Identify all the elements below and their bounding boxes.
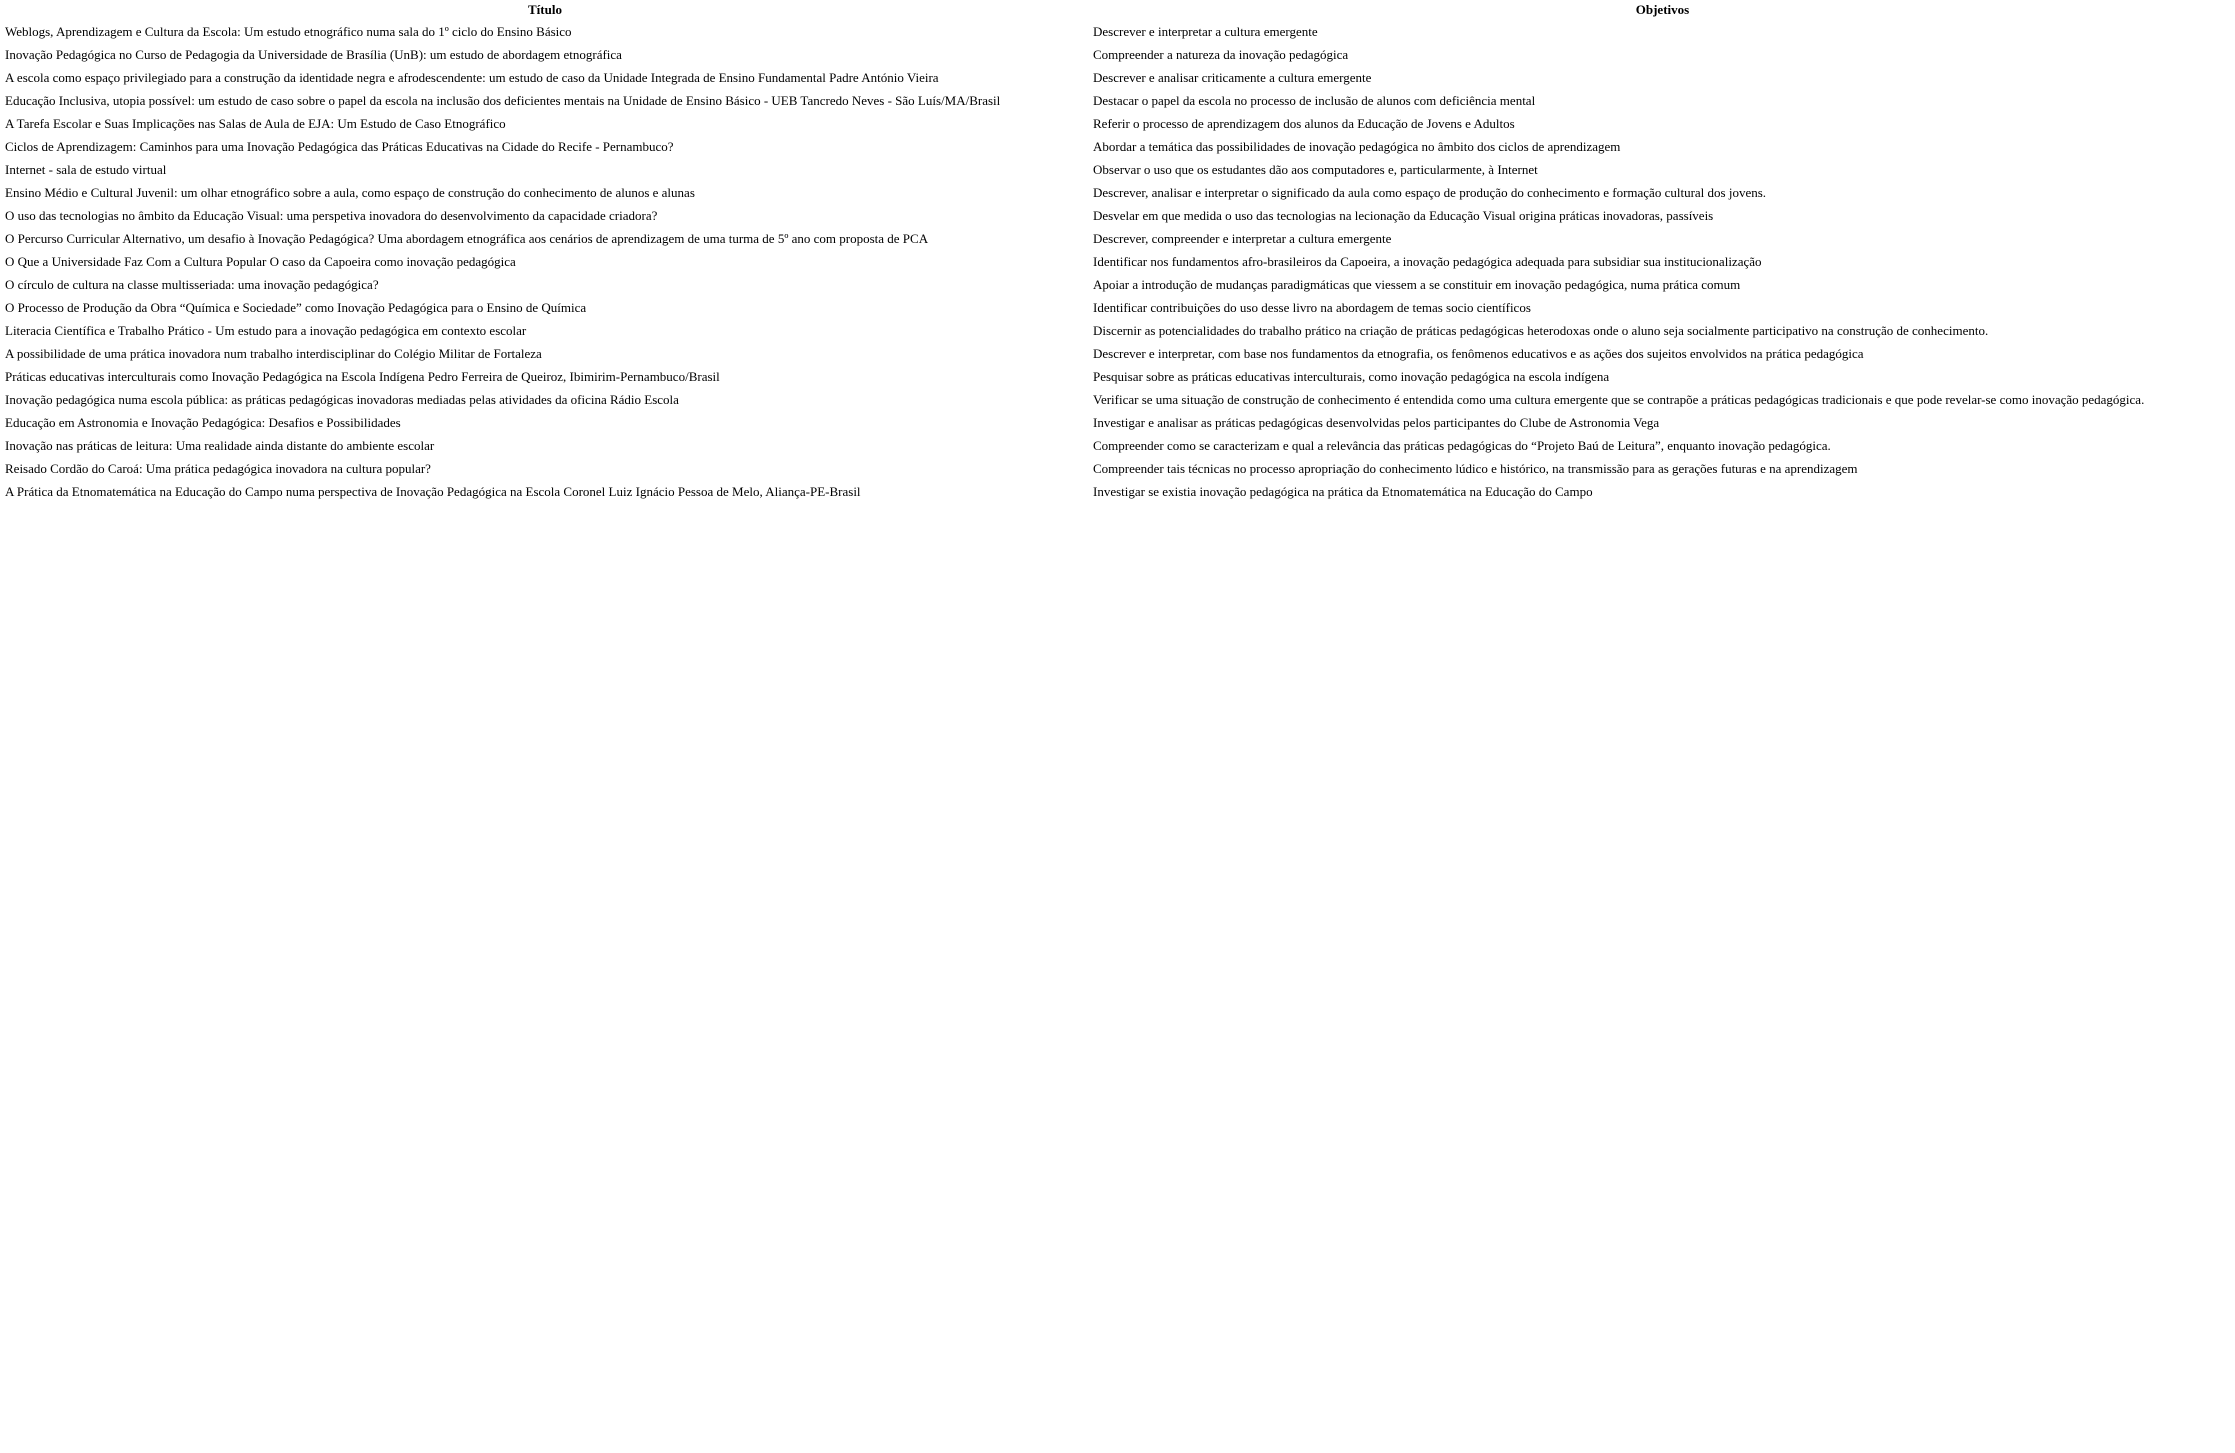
cell-objetivos: Descrever e interpretar a cultura emergente xyxy=(1093,23,1318,39)
cell-titulo: Inovação Pedagógica no Curso de Pedagogia da Universidade de Brasília (UnB): um estudo de abordagem etnográfica xyxy=(5,46,622,62)
table-row xyxy=(0,365,2235,388)
cell-titulo: O uso das tecnologias no âmbito da Educação Visual: uma perspetiva inovadora do desenvolvimento da capacidade criadora? xyxy=(5,207,658,223)
cell-titulo: Literacia Científica e Trabalho Prático - Um estudo para a inovação pedagógica em contexto escolar xyxy=(5,322,527,338)
cell-objetivos: Compreender a natureza da inovação pedagógica xyxy=(1093,46,1349,62)
table-row xyxy=(0,319,2235,342)
table-row xyxy=(0,158,2235,181)
table-row xyxy=(0,457,2235,480)
cell-objetivos: Investigar se existia inovação pedagógica na prática da Etnomatemática na Educação do Campo xyxy=(1093,483,1593,499)
table-row xyxy=(0,43,2235,66)
table-row xyxy=(0,434,2235,457)
column-header-titulo: Título xyxy=(528,2,562,17)
cell-objetivos: Descrever e analisar criticamente a cultura emergente xyxy=(1093,69,1372,85)
table-row xyxy=(0,181,2235,204)
table-body xyxy=(0,20,2235,503)
cell-titulo: A escola como espaço privilegiado para a construção da identidade negra e afrodescendente: um estudo de caso da Unidade Integrada de Ensino Fundamental Padre António Vieira xyxy=(5,69,939,85)
cell-titulo: O Percurso Curricular Alternativo, um desafio à Inovação Pedagógica? Uma abordagem etnográfica aos cenários de aprendizagem de uma turma de 5º ano com proposta de PCA xyxy=(5,230,929,246)
cell-titulo: O Que a Universidade Faz Com a Cultura Popular O caso da Capoeira como inovação pedagógica xyxy=(5,253,516,269)
cell-titulo: Reisado Cordão do Caroá: Uma prática pedagógica inovadora na cultura popular? xyxy=(5,460,431,476)
cell-titulo: Ciclos de Aprendizagem: Caminhos para uma Inovação Pedagógica das Práticas Educativas na Cidade do Recife - Pernambuco? xyxy=(5,138,674,154)
cell-objetivos: Referir o processo de aprendizagem dos alunos da Educação de Jovens e Adultos xyxy=(1093,115,1515,131)
cell-objetivos: Identificar nos fundamentos afro-brasileiros da Capoeira, a inovação pedagógica adequada para subsidiar sua institucionalização xyxy=(1093,253,1762,269)
cell-objetivos: Identificar contribuições do uso desse livro na abordagem de temas socio científicos xyxy=(1093,299,1531,315)
cell-objetivos: Discernir as potencialidades do trabalho prático na criação de práticas pedagógicas heterodoxas onde o aluno seja socialmente participativo na construção de conhecimento. xyxy=(1093,322,1989,338)
cell-titulo: A Prática da Etnomatemática na Educação do Campo numa perspectiva de Inovação Pedagógica na Escola Coronel Luiz Ignácio Pessoa de Melo, Aliança-PE-Brasil xyxy=(5,483,861,499)
cell-objetivos: Desvelar em que medida o uso das tecnologias na lecionação da Educação Visual origina práticas inovadoras, passíveis xyxy=(1093,207,1714,223)
cell-objetivos: Compreender como se caracterizam e qual a relevância das práticas pedagógicas do “Projeto Baú de Leitura”, enquanto inovação pedagógica. xyxy=(1093,437,1831,453)
cell-titulo: Práticas educativas interculturais como Inovação Pedagógica na Escola Indígena Pedro Ferreira de Queiroz, Ibimirim-Pernambuco/Brasil xyxy=(5,368,720,384)
table-header xyxy=(0,0,2235,20)
cell-objetivos: Abordar a temática das possibilidades de inovação pedagógica no âmbito dos ciclos de aprendizagem xyxy=(1093,138,1621,154)
table-row xyxy=(0,112,2235,135)
table-row xyxy=(0,250,2235,273)
cell-titulo: A Tarefa Escolar e Suas Implicações nas Salas de Aula de EJA: Um Estudo de Caso Etnográfico xyxy=(5,115,506,131)
header-row xyxy=(0,0,2235,20)
cell-titulo: Ensino Médio e Cultural Juvenil: um olhar etnográfico sobre a aula, como espaço de construção do conhecimento de alunos e alunas xyxy=(5,184,695,200)
cell-titulo: Educação em Astronomia e Inovação Pedagógica: Desafios e Possibilidades xyxy=(5,414,401,430)
cell-objetivos: Apoiar a introdução de mudanças paradigmáticas que viessem a se constituir em inovação pedagógica, numa prática comum xyxy=(1093,276,1741,292)
cell-titulo: O Processo de Produção da Obra “Química e Sociedade” como Inovação Pedagógica para o Ensino de Química xyxy=(5,299,587,315)
table-row xyxy=(0,66,2235,89)
cell-objetivos: Descrever, compreender e interpretar a cultura emergente xyxy=(1093,230,1392,246)
cell-objetivos: Descrever e interpretar, com base nos fundamentos da etnografia, os fenômenos educativos e as ações dos sujeitos envolvidos na prática pedagógica xyxy=(1093,345,1864,361)
cell-objetivos: Verificar se uma situação de construção de conhecimento é entendida como uma cultura emergente que se contrapõe a práticas pedagógicas tradicionais e que pode revelar-se como inovação pedagógica. xyxy=(1093,391,2145,407)
cell-titulo: Weblogs, Aprendizagem e Cultura da Escola: Um estudo etnográfico numa sala do 1º ciclo do Ensino Básico xyxy=(5,23,572,39)
cell-titulo: O círculo de cultura na classe multisseriada: uma inovação pedagógica? xyxy=(5,276,379,292)
table-row xyxy=(0,89,2235,112)
cell-titulo: A possibilidade de uma prática inovadora num trabalho interdisciplinar do Colégio Militar de Fortaleza xyxy=(5,345,542,361)
cell-objetivos: Destacar o papel da escola no processo de inclusão de alunos com deficiência mental xyxy=(1093,92,1536,108)
table-row xyxy=(0,227,2235,250)
table-row xyxy=(0,480,2235,503)
cell-objetivos: Descrever, analisar e interpretar o significado da aula como espaço de produção do conhecimento e formação cultural dos jovens. xyxy=(1093,184,1767,200)
cell-titulo: Inovação nas práticas de leitura: Uma realidade ainda distante do ambiente escolar xyxy=(5,437,435,453)
cell-titulo: Internet - sala de estudo virtual xyxy=(5,161,167,177)
cell-titulo: Inovação pedagógica numa escola pública: as práticas pedagógicas inovadoras mediadas pelas atividades da oficina Rádio Escola xyxy=(5,391,679,407)
table-row xyxy=(0,296,2235,319)
table-row xyxy=(0,273,2235,296)
cell-objetivos: Compreender tais técnicas no processo apropriação do conhecimento lúdico e histórico, na transmissão para as gerações futuras e na aprendizagem xyxy=(1093,460,1858,476)
table-row xyxy=(0,388,2235,411)
table-row xyxy=(0,342,2235,365)
column-header-objetivos: Objetivos xyxy=(1635,2,1690,17)
table-row xyxy=(0,204,2235,227)
studies-table xyxy=(0,0,2235,503)
cell-objetivos: Investigar e analisar as práticas pedagógicas desenvolvidas pelos participantes do Clube de Astronomia Vega xyxy=(1093,414,1660,430)
table-row xyxy=(0,135,2235,158)
cell-objetivos: Pesquisar sobre as práticas educativas interculturais, como inovação pedagógica na escola indígena xyxy=(1093,368,1610,384)
table-row xyxy=(0,411,2235,434)
cell-titulo: Educação Inclusiva, utopia possível: um estudo de caso sobre o papel da escola na inclusão dos deficientes mentais na Unidade de Ensino Básico - UEB Tancredo Neves - São Luís/MA/Brasil xyxy=(5,92,1001,108)
table-row xyxy=(0,20,2235,43)
cell-objetivos: Observar o uso que os estudantes dão aos computadores e, particularmente, à Internet xyxy=(1093,161,1538,177)
